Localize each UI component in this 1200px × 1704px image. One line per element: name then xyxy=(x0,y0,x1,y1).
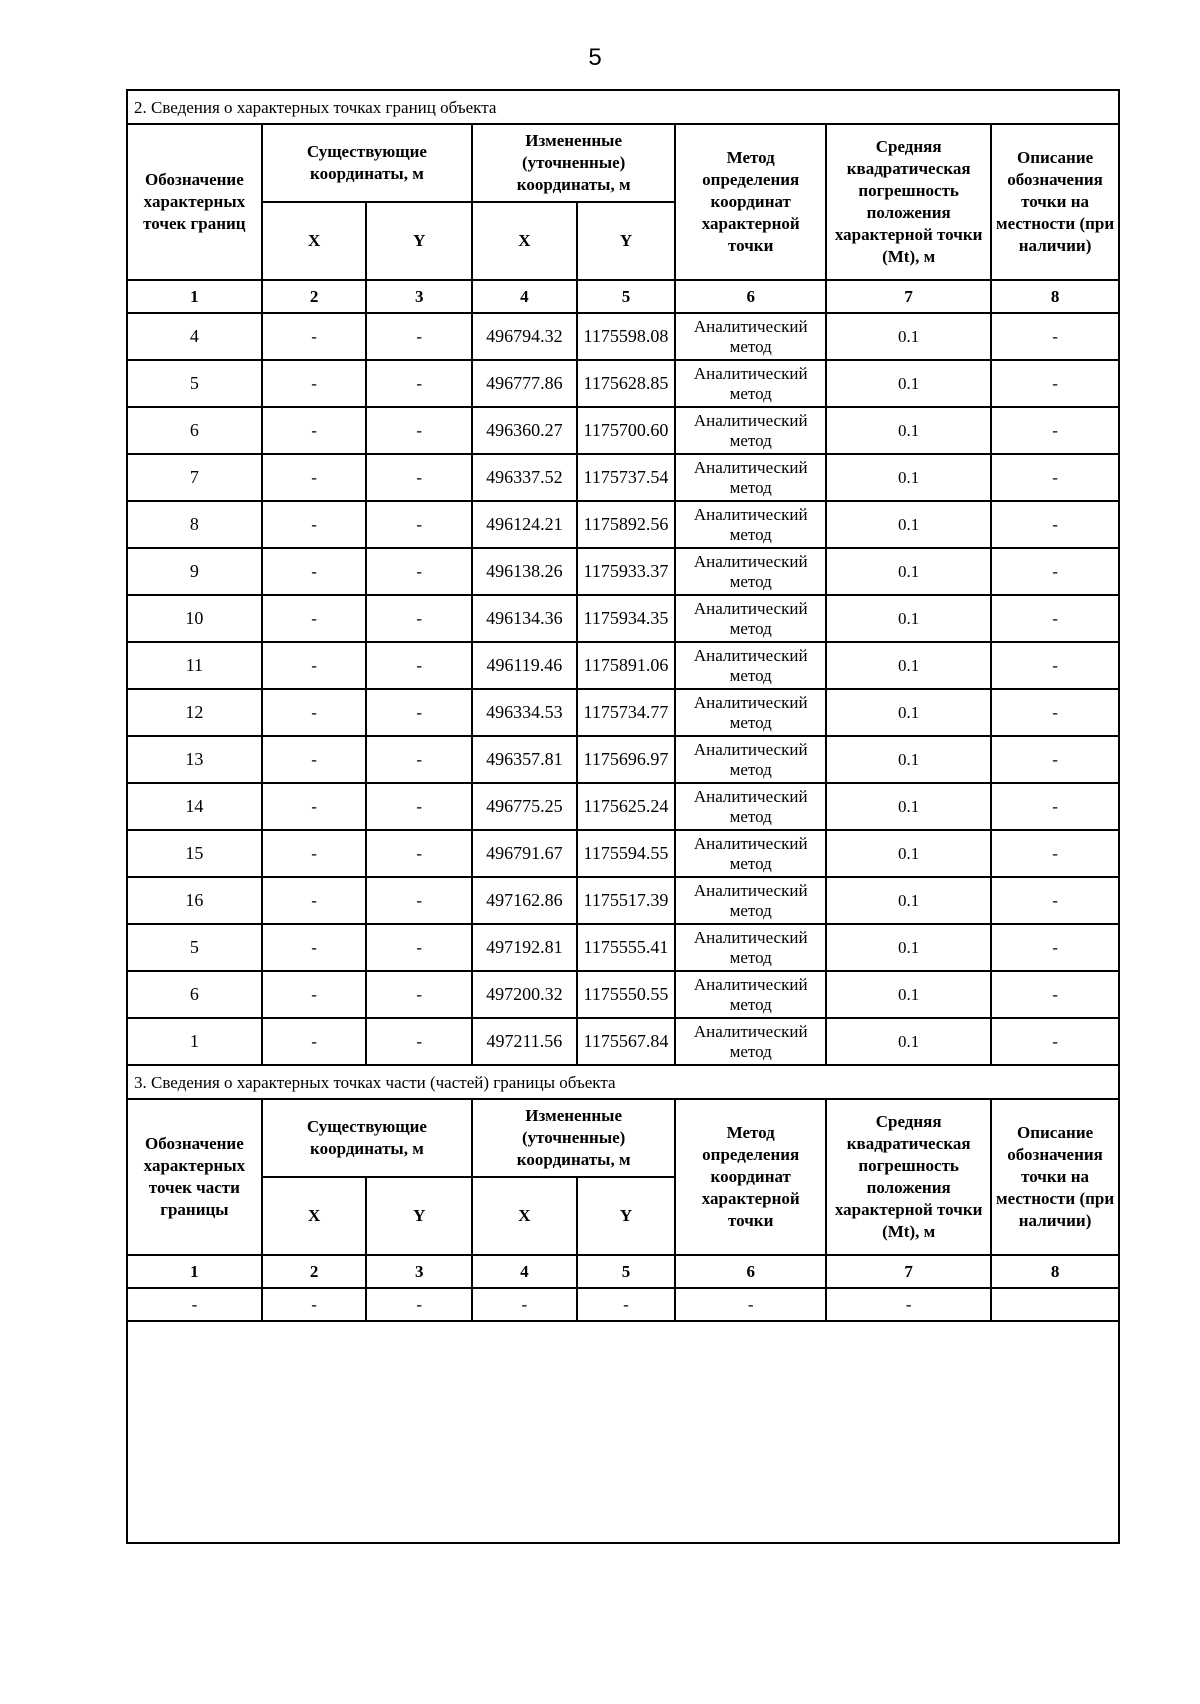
section3-title: 3. Сведения о характерных точках части (частей) границы объекта xyxy=(127,1065,1119,1099)
existing-x-cell: - xyxy=(262,313,367,360)
existing-x-cell: - xyxy=(262,1018,367,1065)
existing-x-cell: - xyxy=(262,454,367,501)
error-cell: 0.1 xyxy=(826,877,991,924)
existing-x-cell: - xyxy=(262,689,367,736)
column-number: 6 xyxy=(675,1255,826,1288)
existing-x-cell: - xyxy=(262,360,367,407)
point-cell: 5 xyxy=(127,924,262,971)
header-existing-coordinates: Существующие координаты, м xyxy=(262,1099,472,1177)
error-cell: 0.1 xyxy=(826,454,991,501)
table-cell: - xyxy=(472,1288,577,1321)
existing-x-cell: - xyxy=(262,501,367,548)
x-cell: 497211.56 xyxy=(472,1018,577,1065)
y-cell: 1175737.54 xyxy=(577,454,676,501)
x-cell: 496337.52 xyxy=(472,454,577,501)
y-cell: 1175628.85 xyxy=(577,360,676,407)
x-cell: 496357.81 xyxy=(472,736,577,783)
column-number: 8 xyxy=(991,280,1119,313)
point-cell: 5 xyxy=(127,360,262,407)
header-designation-part: Обозначение характерных точек части границы xyxy=(127,1099,262,1255)
column-number: 4 xyxy=(472,280,577,313)
existing-y-cell: - xyxy=(366,877,472,924)
table-row xyxy=(127,407,1119,454)
method-cell: Аналитический метод xyxy=(675,783,826,830)
description-cell: - xyxy=(991,830,1119,877)
header-description: Описание обозначения точки на местности (при наличии) xyxy=(991,124,1119,280)
header-existing-y: Y xyxy=(366,1177,472,1255)
description-cell: - xyxy=(991,501,1119,548)
point-cell: 9 xyxy=(127,548,262,595)
existing-x-cell: - xyxy=(262,924,367,971)
error-cell: 0.1 xyxy=(826,501,991,548)
x-cell: 496134.36 xyxy=(472,595,577,642)
column-number: 1 xyxy=(127,1255,262,1288)
column-number: 4 xyxy=(472,1255,577,1288)
existing-x-cell: - xyxy=(262,642,367,689)
existing-x-cell: - xyxy=(262,407,367,454)
existing-y-cell: - xyxy=(366,313,472,360)
x-cell: 496334.53 xyxy=(472,689,577,736)
error-cell: 0.1 xyxy=(826,548,991,595)
x-cell: 496119.46 xyxy=(472,642,577,689)
existing-x-cell: - xyxy=(262,783,367,830)
error-cell: 0.1 xyxy=(826,924,991,971)
existing-y-cell: - xyxy=(366,595,472,642)
y-cell: 1175891.06 xyxy=(577,642,676,689)
table-row xyxy=(127,783,1119,830)
section2-table xyxy=(126,89,1120,1322)
method-cell: Аналитический метод xyxy=(675,548,826,595)
table-cell: - xyxy=(675,1288,826,1321)
y-cell: 1175550.55 xyxy=(577,971,676,1018)
y-cell: 1175933.37 xyxy=(577,548,676,595)
method-cell: Аналитический метод xyxy=(675,501,826,548)
table-row xyxy=(127,689,1119,736)
table-row xyxy=(127,360,1119,407)
error-cell: 0.1 xyxy=(826,1018,991,1065)
x-cell: 496777.86 xyxy=(472,360,577,407)
header-error: Средняя квадратическая погрешность положения характерной точки (Mt), м xyxy=(826,124,991,280)
y-cell: 1175700.60 xyxy=(577,407,676,454)
error-cell: 0.1 xyxy=(826,360,991,407)
x-cell: 496794.32 xyxy=(472,313,577,360)
column-number: 2 xyxy=(262,1255,367,1288)
description-cell: - xyxy=(991,783,1119,830)
column-number: 2 xyxy=(262,280,367,313)
table-row xyxy=(127,877,1119,924)
existing-y-cell: - xyxy=(366,971,472,1018)
y-cell: 1175934.35 xyxy=(577,595,676,642)
x-cell: 497162.86 xyxy=(472,877,577,924)
y-cell: 1175598.08 xyxy=(577,313,676,360)
existing-y-cell: - xyxy=(366,783,472,830)
column-number: 6 xyxy=(675,280,826,313)
existing-x-cell: - xyxy=(262,548,367,595)
existing-y-cell: - xyxy=(366,736,472,783)
y-cell: 1175555.41 xyxy=(577,924,676,971)
existing-y-cell: - xyxy=(366,548,472,595)
method-cell: Аналитический метод xyxy=(675,877,826,924)
column-number: 3 xyxy=(366,1255,472,1288)
existing-y-cell: - xyxy=(366,642,472,689)
existing-y-cell: - xyxy=(366,360,472,407)
point-cell: 11 xyxy=(127,642,262,689)
description-cell: - xyxy=(991,689,1119,736)
column-number: 7 xyxy=(826,1255,991,1288)
table-row xyxy=(127,1018,1119,1065)
column-number: 7 xyxy=(826,280,991,313)
method-cell: Аналитический метод xyxy=(675,971,826,1018)
y-cell: 1175696.97 xyxy=(577,736,676,783)
header-existing-coordinates: Существующие координаты, м xyxy=(262,124,472,202)
table-cell: - xyxy=(577,1288,676,1321)
header-method: Метод определения координат характерной точки xyxy=(675,1099,826,1255)
x-cell: 496360.27 xyxy=(472,407,577,454)
description-cell: - xyxy=(991,360,1119,407)
header-method: Метод определения координат характерной точки xyxy=(675,124,826,280)
table-row xyxy=(127,971,1119,1018)
header-existing-y: Y xyxy=(366,202,472,280)
point-cell: 1 xyxy=(127,1018,262,1065)
y-cell: 1175594.55 xyxy=(577,830,676,877)
error-cell: 0.1 xyxy=(826,313,991,360)
existing-y-cell: - xyxy=(366,924,472,971)
error-cell: 0.1 xyxy=(826,736,991,783)
table-row xyxy=(127,736,1119,783)
error-cell: 0.1 xyxy=(826,407,991,454)
header-changed-x: X xyxy=(472,202,577,280)
point-cell: 7 xyxy=(127,454,262,501)
y-cell: 1175892.56 xyxy=(577,501,676,548)
existing-x-cell: - xyxy=(262,736,367,783)
existing-y-cell: - xyxy=(366,830,472,877)
y-cell: 1175517.39 xyxy=(577,877,676,924)
point-cell: 12 xyxy=(127,689,262,736)
table-cell: - xyxy=(262,1288,367,1321)
y-cell: 1175625.24 xyxy=(577,783,676,830)
error-cell: 0.1 xyxy=(826,783,991,830)
description-cell: - xyxy=(991,407,1119,454)
table-cell: - xyxy=(127,1288,262,1321)
method-cell: Аналитический метод xyxy=(675,689,826,736)
x-cell: 497192.81 xyxy=(472,924,577,971)
method-cell: Аналитический метод xyxy=(675,642,826,689)
description-cell: - xyxy=(991,924,1119,971)
header-existing-x: X xyxy=(262,1177,367,1255)
table-row xyxy=(127,830,1119,877)
error-cell: 0.1 xyxy=(826,689,991,736)
table-row xyxy=(127,454,1119,501)
section3-empty-row xyxy=(127,1288,1119,1321)
column-numbers-row xyxy=(127,280,1119,313)
existing-y-cell: - xyxy=(366,689,472,736)
existing-y-cell: - xyxy=(366,454,472,501)
blank-area xyxy=(126,1322,1120,1544)
x-cell: 496138.26 xyxy=(472,548,577,595)
page-number: 5 xyxy=(588,44,602,71)
method-cell: Аналитический метод xyxy=(675,407,826,454)
existing-y-cell: - xyxy=(366,407,472,454)
section2-title: 2. Сведения о характерных точках границ объекта xyxy=(127,90,1119,124)
document-sheet xyxy=(126,89,1120,1544)
description-cell: - xyxy=(991,971,1119,1018)
section2-rows xyxy=(127,313,1119,1065)
description-cell: - xyxy=(991,1018,1119,1065)
point-cell: 8 xyxy=(127,501,262,548)
point-cell: 6 xyxy=(127,971,262,1018)
method-cell: Аналитический метод xyxy=(675,595,826,642)
table-row xyxy=(127,924,1119,971)
table-row xyxy=(127,595,1119,642)
description-cell: - xyxy=(991,454,1119,501)
error-cell: 0.1 xyxy=(826,642,991,689)
x-cell: 496791.67 xyxy=(472,830,577,877)
description-cell: - xyxy=(991,548,1119,595)
method-cell: Аналитический метод xyxy=(675,454,826,501)
header-changed-x: X xyxy=(472,1177,577,1255)
existing-y-cell: - xyxy=(366,501,472,548)
x-cell: 496124.21 xyxy=(472,501,577,548)
description-cell: - xyxy=(991,877,1119,924)
table-cell: - xyxy=(366,1288,472,1321)
table-cell xyxy=(991,1288,1119,1321)
point-cell: 15 xyxy=(127,830,262,877)
column-number: 5 xyxy=(577,280,676,313)
header-designation: Обозначение характерных точек границ xyxy=(127,124,262,280)
existing-x-cell: - xyxy=(262,595,367,642)
point-cell: 4 xyxy=(127,313,262,360)
table-cell: - xyxy=(826,1288,991,1321)
y-cell: 1175567.84 xyxy=(577,1018,676,1065)
table-row xyxy=(127,642,1119,689)
table-row xyxy=(127,548,1119,595)
description-cell: - xyxy=(991,642,1119,689)
x-cell: 496775.25 xyxy=(472,783,577,830)
existing-x-cell: - xyxy=(262,971,367,1018)
point-cell: 13 xyxy=(127,736,262,783)
column-number: 5 xyxy=(577,1255,676,1288)
header-changed-coordinates: Измененные (уточненные) координаты, м xyxy=(472,124,675,202)
method-cell: Аналитический метод xyxy=(675,830,826,877)
method-cell: Аналитический метод xyxy=(675,360,826,407)
header-changed-coordinates: Измененные (уточненные) координаты, м xyxy=(472,1099,675,1177)
error-cell: 0.1 xyxy=(826,595,991,642)
description-cell: - xyxy=(991,736,1119,783)
y-cell: 1175734.77 xyxy=(577,689,676,736)
error-cell: 0.1 xyxy=(826,830,991,877)
table-row xyxy=(127,313,1119,360)
method-cell: Аналитический метод xyxy=(675,736,826,783)
x-cell: 497200.32 xyxy=(472,971,577,1018)
description-cell: - xyxy=(991,595,1119,642)
existing-x-cell: - xyxy=(262,830,367,877)
point-cell: 14 xyxy=(127,783,262,830)
column-number: 8 xyxy=(991,1255,1119,1288)
error-cell: 0.1 xyxy=(826,971,991,1018)
point-cell: 10 xyxy=(127,595,262,642)
header-existing-x: X xyxy=(262,202,367,280)
column-number: 1 xyxy=(127,280,262,313)
existing-x-cell: - xyxy=(262,877,367,924)
description-cell: - xyxy=(991,313,1119,360)
method-cell: Аналитический метод xyxy=(675,924,826,971)
header-error: Средняя квадратическая погрешность положения характерной точки (Mt), м xyxy=(826,1099,991,1255)
point-cell: 16 xyxy=(127,877,262,924)
existing-y-cell: - xyxy=(366,1018,472,1065)
column-numbers-row xyxy=(127,1255,1119,1288)
method-cell: Аналитический метод xyxy=(675,313,826,360)
column-number: 3 xyxy=(366,280,472,313)
table-row xyxy=(127,501,1119,548)
header-description: Описание обозначения точки на местности (при наличии) xyxy=(991,1099,1119,1255)
header-changed-y: Y xyxy=(577,202,676,280)
point-cell: 6 xyxy=(127,407,262,454)
header-changed-y: Y xyxy=(577,1177,676,1255)
method-cell: Аналитический метод xyxy=(675,1018,826,1065)
